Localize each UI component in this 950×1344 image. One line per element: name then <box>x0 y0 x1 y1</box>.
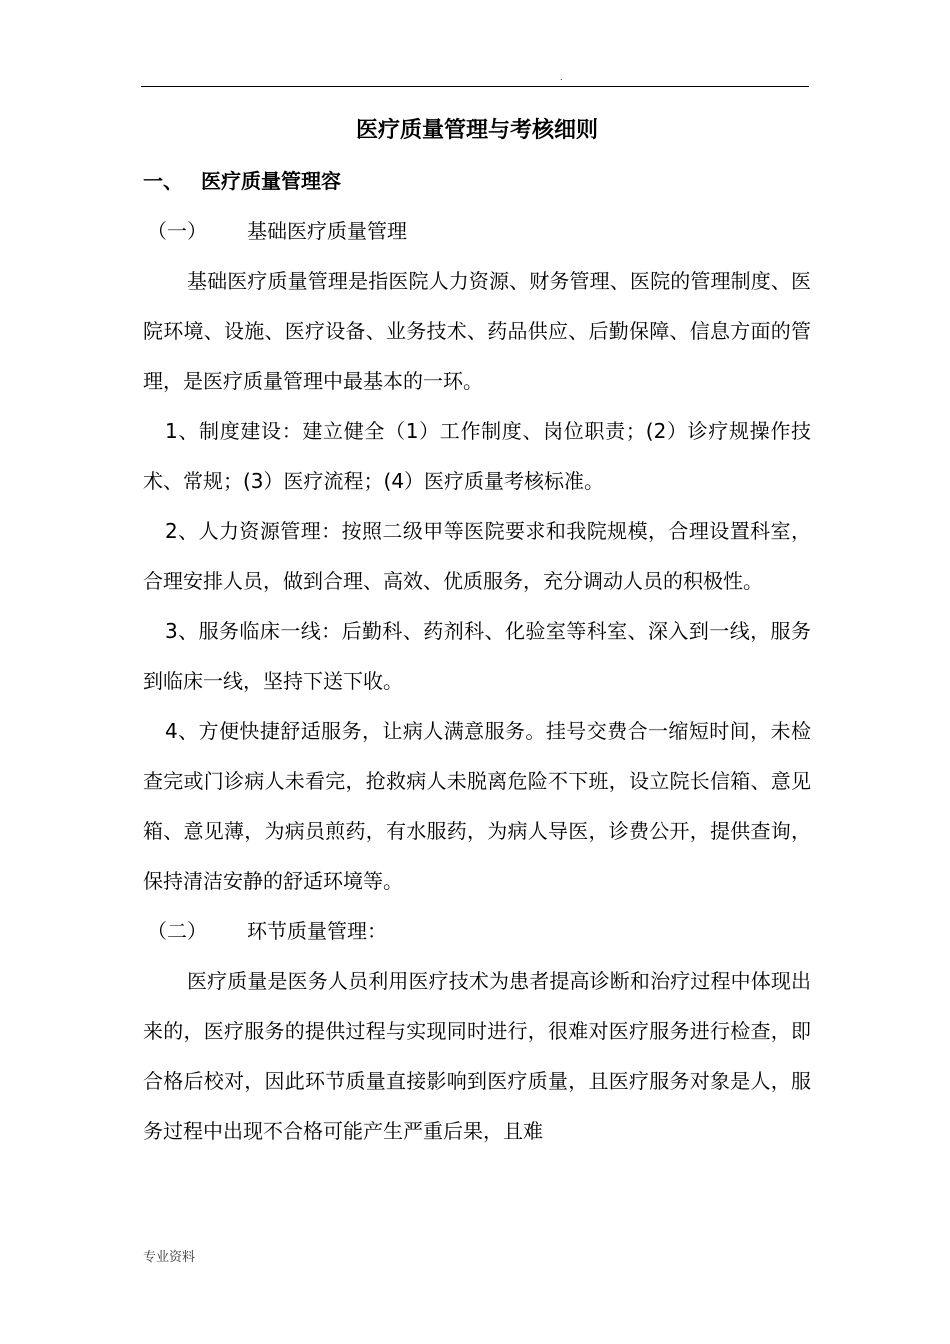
section-number: 一、 <box>143 169 183 193</box>
subsection-title-2: 环节质量管理： <box>247 919 387 943</box>
document-title: 医疗质量管理与考核细则 <box>355 118 598 143</box>
paragraph-item-1: 1、制度建设：建立健全（1）工作制度、岗位职责；(2）诊疗规操作技术、常规；(3）医疗流程；(4）医疗质量考核标准。 <box>143 419 811 493</box>
document-body <box>143 106 811 1156</box>
subsection-number: （一） <box>147 219 207 243</box>
subsection-heading <box>143 206 811 256</box>
paragraph-item-3: 3、服务临床一线：后勤科、药剂科、化验室等科室、深入到一线，服务到临床一线，坚持下送下收。 <box>143 619 811 693</box>
header-dot: . <box>560 73 563 82</box>
paragraph-quality: 医疗质量是医务人员利用医疗技术为患者提高诊断和治疗过程中体现出来的，医疗服务的提供过程与实现同时进行，很难对医疗服务进行检查，即合格后校对，因此环节质量直接影响到医疗质量，且医疗服务对象是人，服务过程中出现不合格可能产生严重后果，且难 <box>143 969 811 1143</box>
section-title: 医疗质量管理容 <box>201 169 341 193</box>
subsection-title: 基础医疗质量管理 <box>247 219 407 243</box>
subsection-heading-2 <box>143 906 811 956</box>
paragraph-item-2: 2、人力资源管理：按照二级甲等医院要求和我院规模，合理设置科室，合理安排人员，做到合理、高效、优质服务，充分调动人员的积极性。 <box>143 519 811 593</box>
page-header <box>141 72 809 86</box>
paragraph-intro: 基础医疗质量管理是指医院人力资源、财务管理、医院的管理制度、医院环境、设施、医疗设备、业务技术、药品供应、后勤保障、信息方面的管理，是医疗质量管理中最基本的一环。 <box>143 269 811 393</box>
paragraph-item-4: 4、方便快捷舒适服务，让病人满意服务。挂号交费合一缩短时间，未检查完或门诊病人未看完，抢救病人未脱离危险不下班，设立院长信箱、意见箱、意见薄，为病员煎药，有水服药，为病人导医，诊费公开，提供查询，保持清洁安静的舒适环境等。 <box>143 719 811 893</box>
header-rule <box>141 86 809 87</box>
page-footer: 专业资料 <box>143 1250 196 1265</box>
section-heading <box>143 156 811 206</box>
subsection-number-2: （二） <box>147 919 207 943</box>
